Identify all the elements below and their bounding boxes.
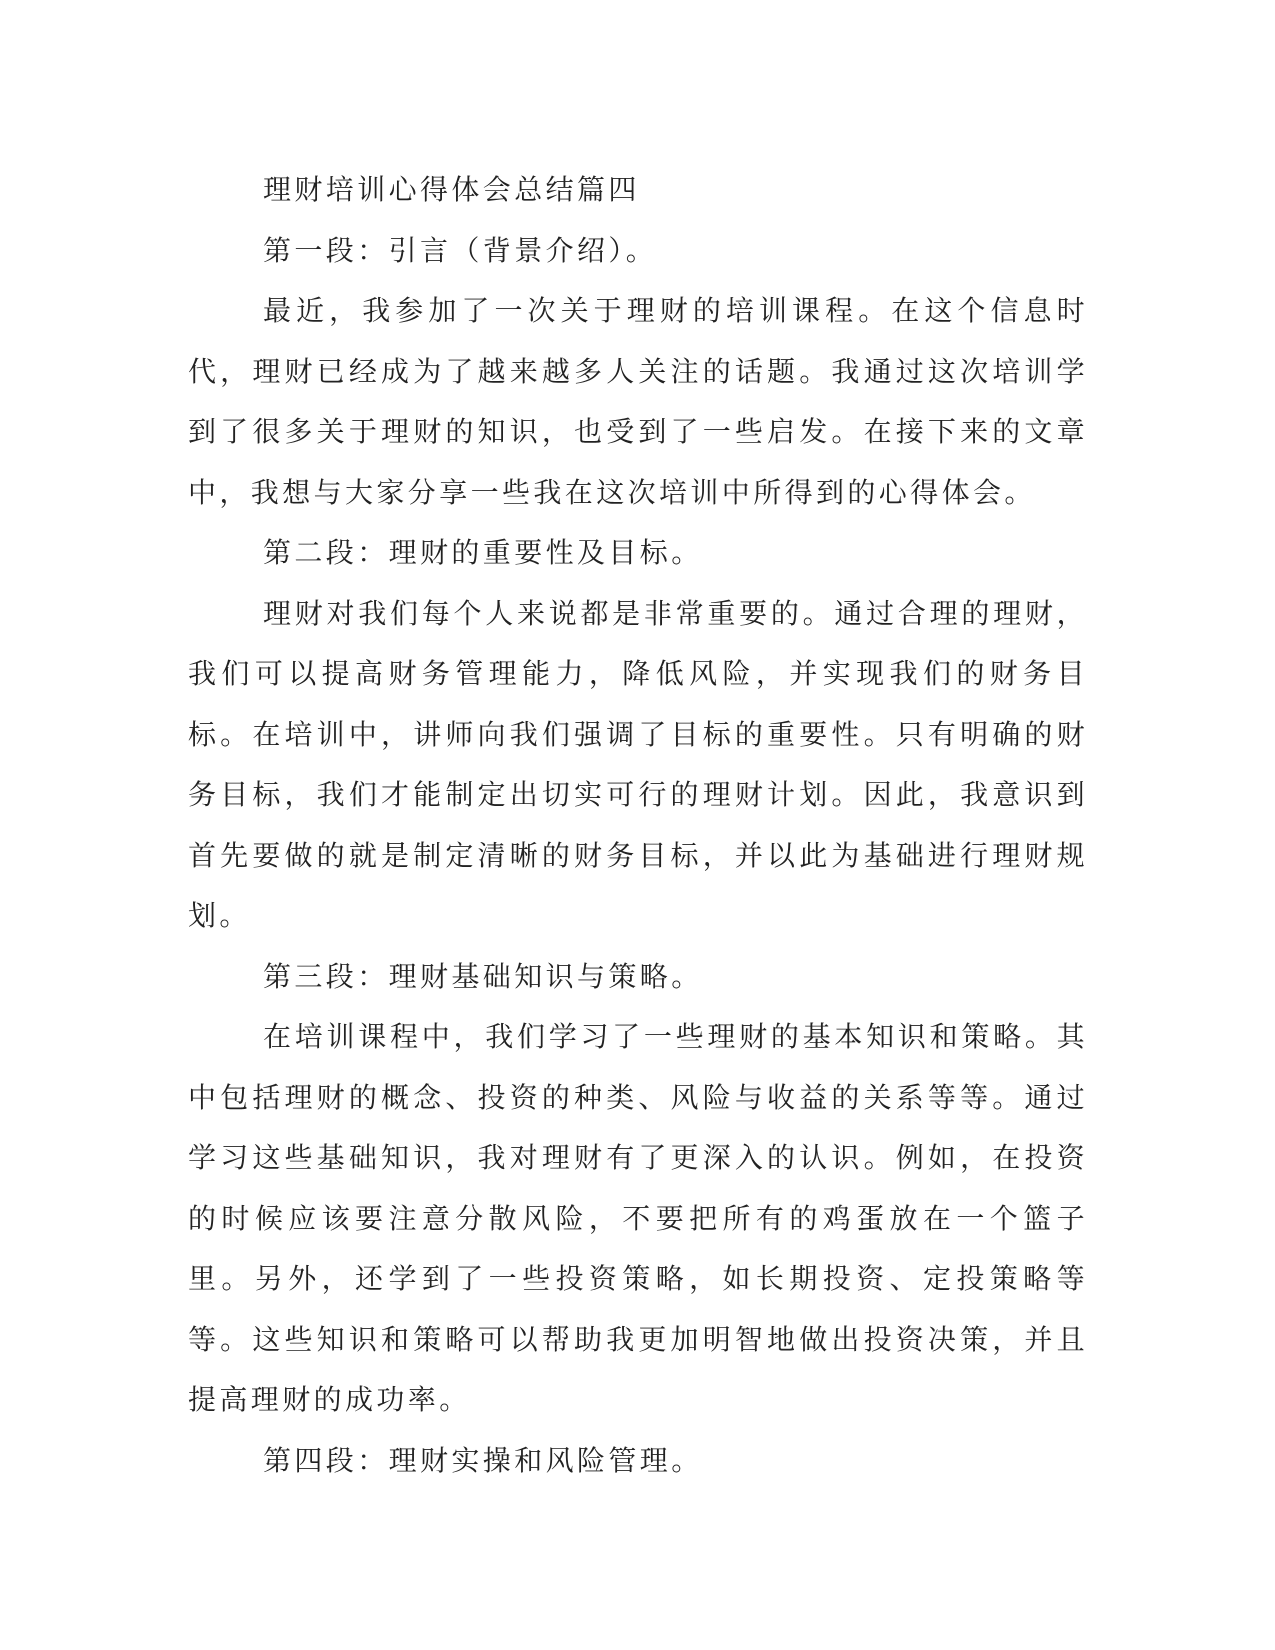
paragraph-2: 理财对我们每个人来说都是非常重要的。通过合理的理财，我们可以提高财务管理能力，降低风险，并实现我们的财务目标。在培训中，讲师向我们强调了目标的重要性。只有明确的财务目标，我们才能制定出切实可行的理财计划。因此，我意识到首先要做的就是制定清晰的财务目标，并以此为基础进行理财规划。 (188, 596, 1088, 932)
document-body (188, 160, 1088, 1491)
section-heading-1: 第一段：引言（背景介绍）。 (263, 233, 658, 267)
paragraph-1: 最近，我参加了一次关于理财的培训课程。在这个信息时代，理财已经成为了越来越多人关注的话题。我通过这次培训学到了很多关于理财的知识，也受到了一些启发。在接下来的文章中，我想与大家分享一些我在这次培训中所得到的心得体会。 (188, 294, 1088, 509)
section-heading-4: 第四段：理财实操和风险管理。 (263, 1443, 703, 1477)
document-title: 理财培训心得体会总结篇四 (263, 173, 640, 206)
section-heading-2: 第二段：理财的重要性及目标。 (263, 536, 703, 569)
section-heading-3: 第三段：理财基础知识与策略。 (263, 959, 703, 993)
paragraph-3: 在培训课程中，我们学习了一些理财的基本知识和策略。其中包括理财的概念、投资的种类、风险与收益的关系等等。通过学习这些基础知识，我对理财有了更深入的认识。例如，在投资的时候应该要注意分散风险，不要把所有的鸡蛋放在一个篮子里。另外，还学到了一些投资策略，如长期投资、定投策略等等。这些知识和策略可以帮助我更加明智地做出投资决策，并且提高理财的成功率。 (188, 1020, 1088, 1416)
